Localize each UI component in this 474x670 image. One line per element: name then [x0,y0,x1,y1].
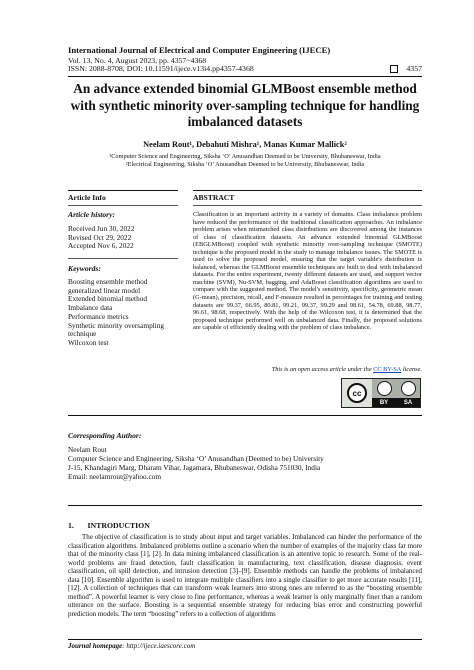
cc-by-sa-link[interactable]: CC BY-SA [373,366,402,373]
keywords-block [68,264,178,348]
issn-doi: ISSN: 2088-8708, DOI: 10.11591/ijece.v13i4.pp4357-4368 [68,64,254,73]
issn-row [68,64,422,74]
abstract-top-rule [193,190,422,191]
abstract-sub-rule [193,205,422,206]
cc-by-label: BY [379,399,389,406]
share-alike-icon [401,381,416,396]
paper-title [68,81,422,131]
abstract-text: Classification is an important activity in a variety of domains. Class imbalance problem have reduced the performance of the traditional classification approaches. An imbalance problem arises when mismatched class distributions are discovered among the instances of class of classification datasets. An advance extended binomial GLMBoost (EBGLMBoost) coupled with synthetic minority over-sampling technique (SMOTE) technique is the proposed model in the study to manage imbalance issues. The SMOTE is used to solve the proposed model, ensuring that the target variable's distribution is balanced, whereas the GLMBoost ensemble techniques are built to deal with imbalanced datasets. For the entire experiment, twenty different datasets are used, and support vector machine (SVM), Nu-SVM, bagging, and AdaBoost classification algorithms are used to compare with the suggested method. The model's sensitivity, specificity, geometric mean (G-mean), precision, recall, and F-measure resulted in percentages for training and testing datasets are 99.37, 66.95, 80.81, 99.21, 99.37, 99.29 and 98.61, 54.78, 69.88, 98.77, 96.61, 98.68, respectively. With the help of the Wilcoxon test, it is determined that the proposed technique performed well on unbalanced data. Finally, the proposed solutions are capable of efficiently dealing with the problem of class imbalance. [193,211,422,332]
article-info-sub-rule [68,205,178,206]
footer-rule [68,639,422,640]
abstract-bottom-rule [68,415,422,416]
cc-icon: cc [347,383,367,403]
corresponding-author-address: J-15, Khandagiri Marg, Dharam Vihar, Jagamara, Bhubaneswar, Odisha 751030, India [68,463,321,472]
introduction-heading: 1. INTRODUCTION [68,521,150,530]
corresponding-author-block [68,431,422,481]
keyword-item: Imbalance data [68,303,113,313]
article-info-top-rule [68,190,178,191]
accepted-date: Accepted Nov 6, 2022 [68,241,134,251]
title-line-3: imbalanced datasets [187,114,303,129]
keyword-item: generalized linear model [68,285,141,295]
article-info-heading: Article Info [68,193,106,202]
keyword-item: Extended binomial method [68,294,148,304]
journal-volume: Vol. 13, No. 4, August 2023, pp. 4357~4368 [68,56,207,65]
open-access-prefix: This is an open access article under the [271,366,374,373]
article-history-heading: Article history: [68,210,116,219]
page-number-group [390,64,422,74]
received-date: Received Jun 30, 2022 [68,224,135,233]
cc-icon-area [342,379,372,407]
cc-license-badge[interactable] [341,378,421,408]
corresponding-author-email: Email: neelamrout@yahoo.com [68,472,162,481]
header-rule [68,76,422,77]
journal-header [68,45,418,66]
revised-date: Revised Oct 29, 2022 [68,232,132,242]
journal-name: International Journal of Electrical and Computer Engineering (IJECE) [68,45,331,55]
footer [68,642,195,651]
journal-homepage-label: Journal homepage [68,642,123,650]
keywords-heading: Keywords: [68,264,101,273]
corresponding-author-dept: Computer Science and Engineering, Siksha ‘O’ Anusandhan (Deemed to be) University [68,454,324,463]
journal-homepage-url[interactable]: : http://ijece.iaescore.com [122,642,196,650]
affiliation-1: ¹Computer Science and Engineering, Siksha ‘O’ Anusandhan Deemed to be University, Bhubaneswar, India [109,153,381,160]
open-access-suffix: license. [401,366,422,373]
corresponding-author-heading: Corresponding Author: [68,431,142,440]
page-number: 4357 [406,64,422,73]
title-line-2: with synthetic minority over-sampling technique for handling [70,97,420,113]
cc-badge-labels [372,398,420,407]
corresponding-author-name: Neelam Rout [68,445,107,454]
keyword-item: Synthetic minority oversampling [68,320,165,330]
cc-badge-right [372,379,420,407]
keyword-item: Performance metrics [68,311,129,321]
corresponding-bottom-rule [68,505,422,506]
square-icon [390,65,398,73]
abstract-heading: ABSTRACT [193,193,235,202]
open-access-note [200,366,422,374]
article-history [68,210,178,251]
authors: Neelam Rout¹, Debahuti Mishra¹, Manas Kumar Mallick² [143,140,347,149]
cc-sa-label: SA [403,399,413,406]
introduction-text: The objective of classification is to study about input and target variables. Imbalanced can hinder the performance of the classification algorithms. Imbalanced problems outline a scenario when the number of examples of the majority class far more that of the minority class [1], [2]. In data mining imbalanced classification is an attentive topic to research. Some of the real-world problems are fraud detection, fault classification in manufacturing, text classification, disease diagnosis, event classification, oil spill detection, and intrusion detection [3]–[9]. Ensemble methods can handle the problems of imbalanced data [10]. Ensemble algorithm is used to integrate multiple classifiers into a single classifier to get more accurate results [11], [12]. A collection of techniques that can transform weak learners into strong ones are referred to as the “boosting ensemble method”. A powerful learner is very close to fine performance, whereas a weak learner is only marginally finer than a random utterance on the surface. Boosting is a sequential ensemble strategy for reducing bias error and constructing powerful prediction models. The term “boosting” refers to a collection of algorithms [68,533,422,618]
attribution-icon [377,381,392,396]
keyword-item: Wilcoxon test [68,337,109,347]
title-line-1: An advance extended binomial GLMBoost ensemble method [73,81,417,96]
keyword-item: Boosting ensemble method [68,277,148,286]
keyword-item: technique [68,329,97,339]
cc-icons-row [372,379,420,398]
affiliation-2: ²Electrical Engineering, Siksha ‘O’ Anusandhan Deemed to be University, Bhubaneswar, India [125,161,365,168]
keywords-rule [68,258,178,259]
